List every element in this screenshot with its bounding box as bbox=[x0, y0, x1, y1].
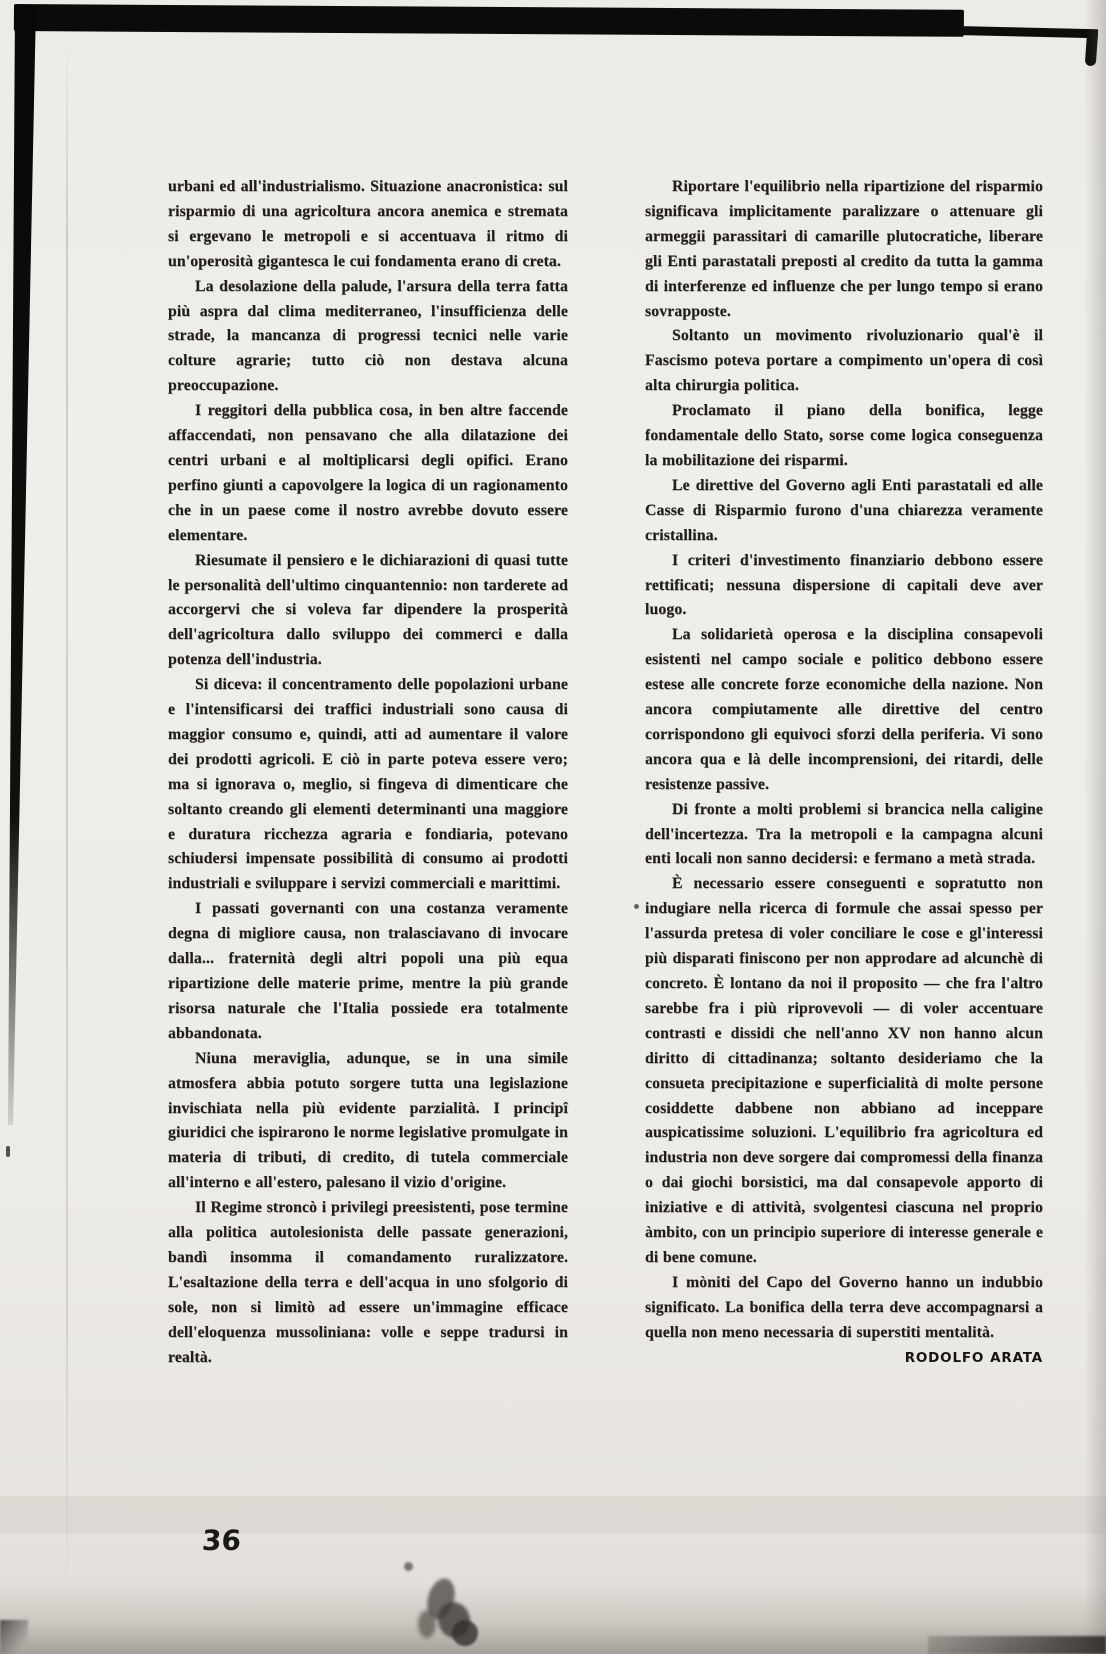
ink-blot-part bbox=[418, 1610, 436, 1638]
paragraph: I mòniti del Capo del Governo hanno un indubbio significato. La bonifica della terra deve accompagnarsi a quella non meno necessaria di superstiti mentalità. bbox=[645, 1273, 1043, 1341]
paragraph: La solidarietà operosa e la disciplina consapevoli esistenti nel campo sociale e politico debbono essere estese alle concrete forze economiche della nazione. Non ancora compiutamente alle direttive del centro corrispondono gli equivoci sforzi della periferia. Vi sono ancora qua e là delle incomprensioni, dei ritardi, delle resistenze passive. bbox=[645, 626, 1043, 793]
paragraph: Le direttive del Governo agli Enti parastatali ed alle Casse di Risparmio furono d'una chiarezza veramente cristallina. bbox=[645, 476, 1043, 544]
paragraph: Riportare l'equilibrio nella ripartizione del risparmio significava implicitamente paralizzare o attenuare gli armeggii parassitari di camarille plutocratiche, liberare gli Enti parastatali preposti al credito da tutta la gamma di interferenze ed influenze che per lungo tempo si erano sovrapposte. bbox=[645, 178, 1043, 320]
paragraph: La desolazione della palude, l'arsura della terra fatta più aspra dal clima mediterraneo, l'insufficienza delle strade, la mancanza di progressi tecnici nelle varie colture agrarie; tutto ciò non destava alcuna preoccupazione. bbox=[168, 277, 568, 395]
paragraph: Riesumate il pensiero e le dichiarazioni di quasi tutte le personalità dell'ultimo cinquantennio: non tarderete ad accorgervi che si voleva far dipendere la prosperità dell'agricoltura dallo sviluppo dei commerci e dalla potenza dell'industria. bbox=[168, 551, 568, 669]
left-edge-black-strip bbox=[0, 0, 44, 1170]
page-crease-line bbox=[66, 40, 68, 1610]
top-edge-black-bar bbox=[14, 4, 964, 37]
article-column-left bbox=[168, 175, 568, 1371]
paragraph: Il Regime stroncò i privilegi preesistenti, pose termine alla politica autolesionista delle passate generazioni, bandì insomma il comandamento ruralizzatore. L'esaltazione della terra e dell'acqua in uno sfolgorio di sole, non si limitò ad essere un'immagine efficace dell'eloquenza mussoliniana: volle e seppe tradursi in realtà. bbox=[168, 1199, 568, 1366]
stray-print-dot bbox=[634, 904, 639, 909]
right-edge-shadow bbox=[1084, 0, 1106, 1654]
paragraph: urbani ed all'industrialismo. Situazione anacronistica: sul risparmio di una agricoltura ancora anemica e stremata si ergevano le metropoli e si accentuava il ritmo di un'operosità gigantesca le cui fondamenta erano di creta. bbox=[168, 178, 568, 270]
ink-blot-part bbox=[404, 1562, 413, 1571]
left-edge-ink-speck bbox=[6, 1146, 10, 1157]
bottom-right-edge-mark bbox=[928, 1636, 1106, 1654]
top-edge-thin-line bbox=[956, 26, 1098, 38]
paragraph: Proclamato il piano della bonifica, legge fondamentale dello Stato, sorse come logica conseguenza la mobilitazione dei risparmi. bbox=[645, 402, 1043, 469]
paragraph: Si diceva: il concentramento delle popolazioni urbane e l'intensificarsi dei traffici industriali sono causa di maggior consumo e, quindi, atti ad aumentare il valore dei prodotti agricoli. E ciò in parte poteva essere vero; ma si ignorava o, meglio, si fingeva di dimenticare che soltanto creando gli elementi determinanti una maggiore e duratura ricchezza agraria e fondiaria, potevano schiudersi impensate possibilità di consumo ai prodotti industriali e sviluppare i servizi commerciali e marittimi. bbox=[168, 676, 568, 893]
ink-blot-part bbox=[452, 1620, 478, 1646]
article-column-right bbox=[645, 175, 1043, 1371]
paragraph: Di fronte a molti problemi si brancica nella caligine dell'incertezza. Tra la metropoli e la campagna alcuni enti locali non sanno decidersi: e fermano a metà strada. bbox=[645, 800, 1043, 868]
paragraph: È necessario essere conseguenti e sopratutto non indugiare nella ricerca di formule che assai spesso per l'assurda pretesa di voler conciliare le cose e gl'interessi più disparati finiscono per non approdare ad alcunchè di concreto. È lontano da noi il proposito — che fra l'altro sarebbe fra i più riprovevoli — di voler accentuare contrasti e dissidi che nell'anno XV non hanno alcun diritto di cittadinanza; soltanto desideriamo che la consueta precipitazione e superficialità di molte persone cosiddette dabbene non abbiano ad inceppare auspicatissime soluzioni. L'equilibrio fra agricoltura ed industria non deve sorgere dai compromessi della finanza o dai giochi borsistici, ma dal consapevole apporto di iniziative e di attività, svolgentesi ciascuna nel proprio àmbito, con un principio superiore di interesse generale e di bene comune. bbox=[645, 875, 1043, 1266]
author-signature: RODOLFO ARATA bbox=[904, 1349, 1043, 1366]
paragraph: I reggitori della pubblica cosa, in ben altre faccende affaccendati, non pensavano che alla dilatazione dei centri urbani e al moltiplicarsi degli opifici. Erano perfino giunti a capovolgere la logica di un ragionamento che in un paese come il nostro avrebbe dovuto essere elementare. bbox=[168, 402, 568, 544]
paragraph: Soltanto un movimento rivoluzionario qual'è il Fascismo poteva portare a compimento un'opera di così alta chirurgia politica. bbox=[645, 327, 1043, 395]
paragraph: Niuna meraviglia, adunque, se in una simile atmosfera abbia potuto sorgere tutta una legislazione invischiata nella più evidente parzialità. I principî giuridici che ispirarono le norme legislative promulgate in materia di tributi, di credito, di tutela commerciale all'interno e all'estero, palesano il vizio d'origine. bbox=[168, 1049, 568, 1192]
page-number: 36 bbox=[201, 1524, 242, 1557]
paragraph: I criteri d'investimento finanziario debbono essere rettificati; nessuna dispersione di capitali deve aver luogo. bbox=[645, 551, 1043, 619]
scan-shading-band bbox=[0, 1496, 1106, 1534]
paragraph: I passati governanti con una costanza veramente degna di migliore causa, non tralasciavano di invocare dalla... fraternità degli altri popoli una più equa ripartizione delle materie prime, mentre la più grande risorsa naturale che l'Italia possiede era totalmente abbandonata. bbox=[168, 900, 568, 1042]
bottom-left-edge-mark bbox=[0, 1620, 28, 1654]
